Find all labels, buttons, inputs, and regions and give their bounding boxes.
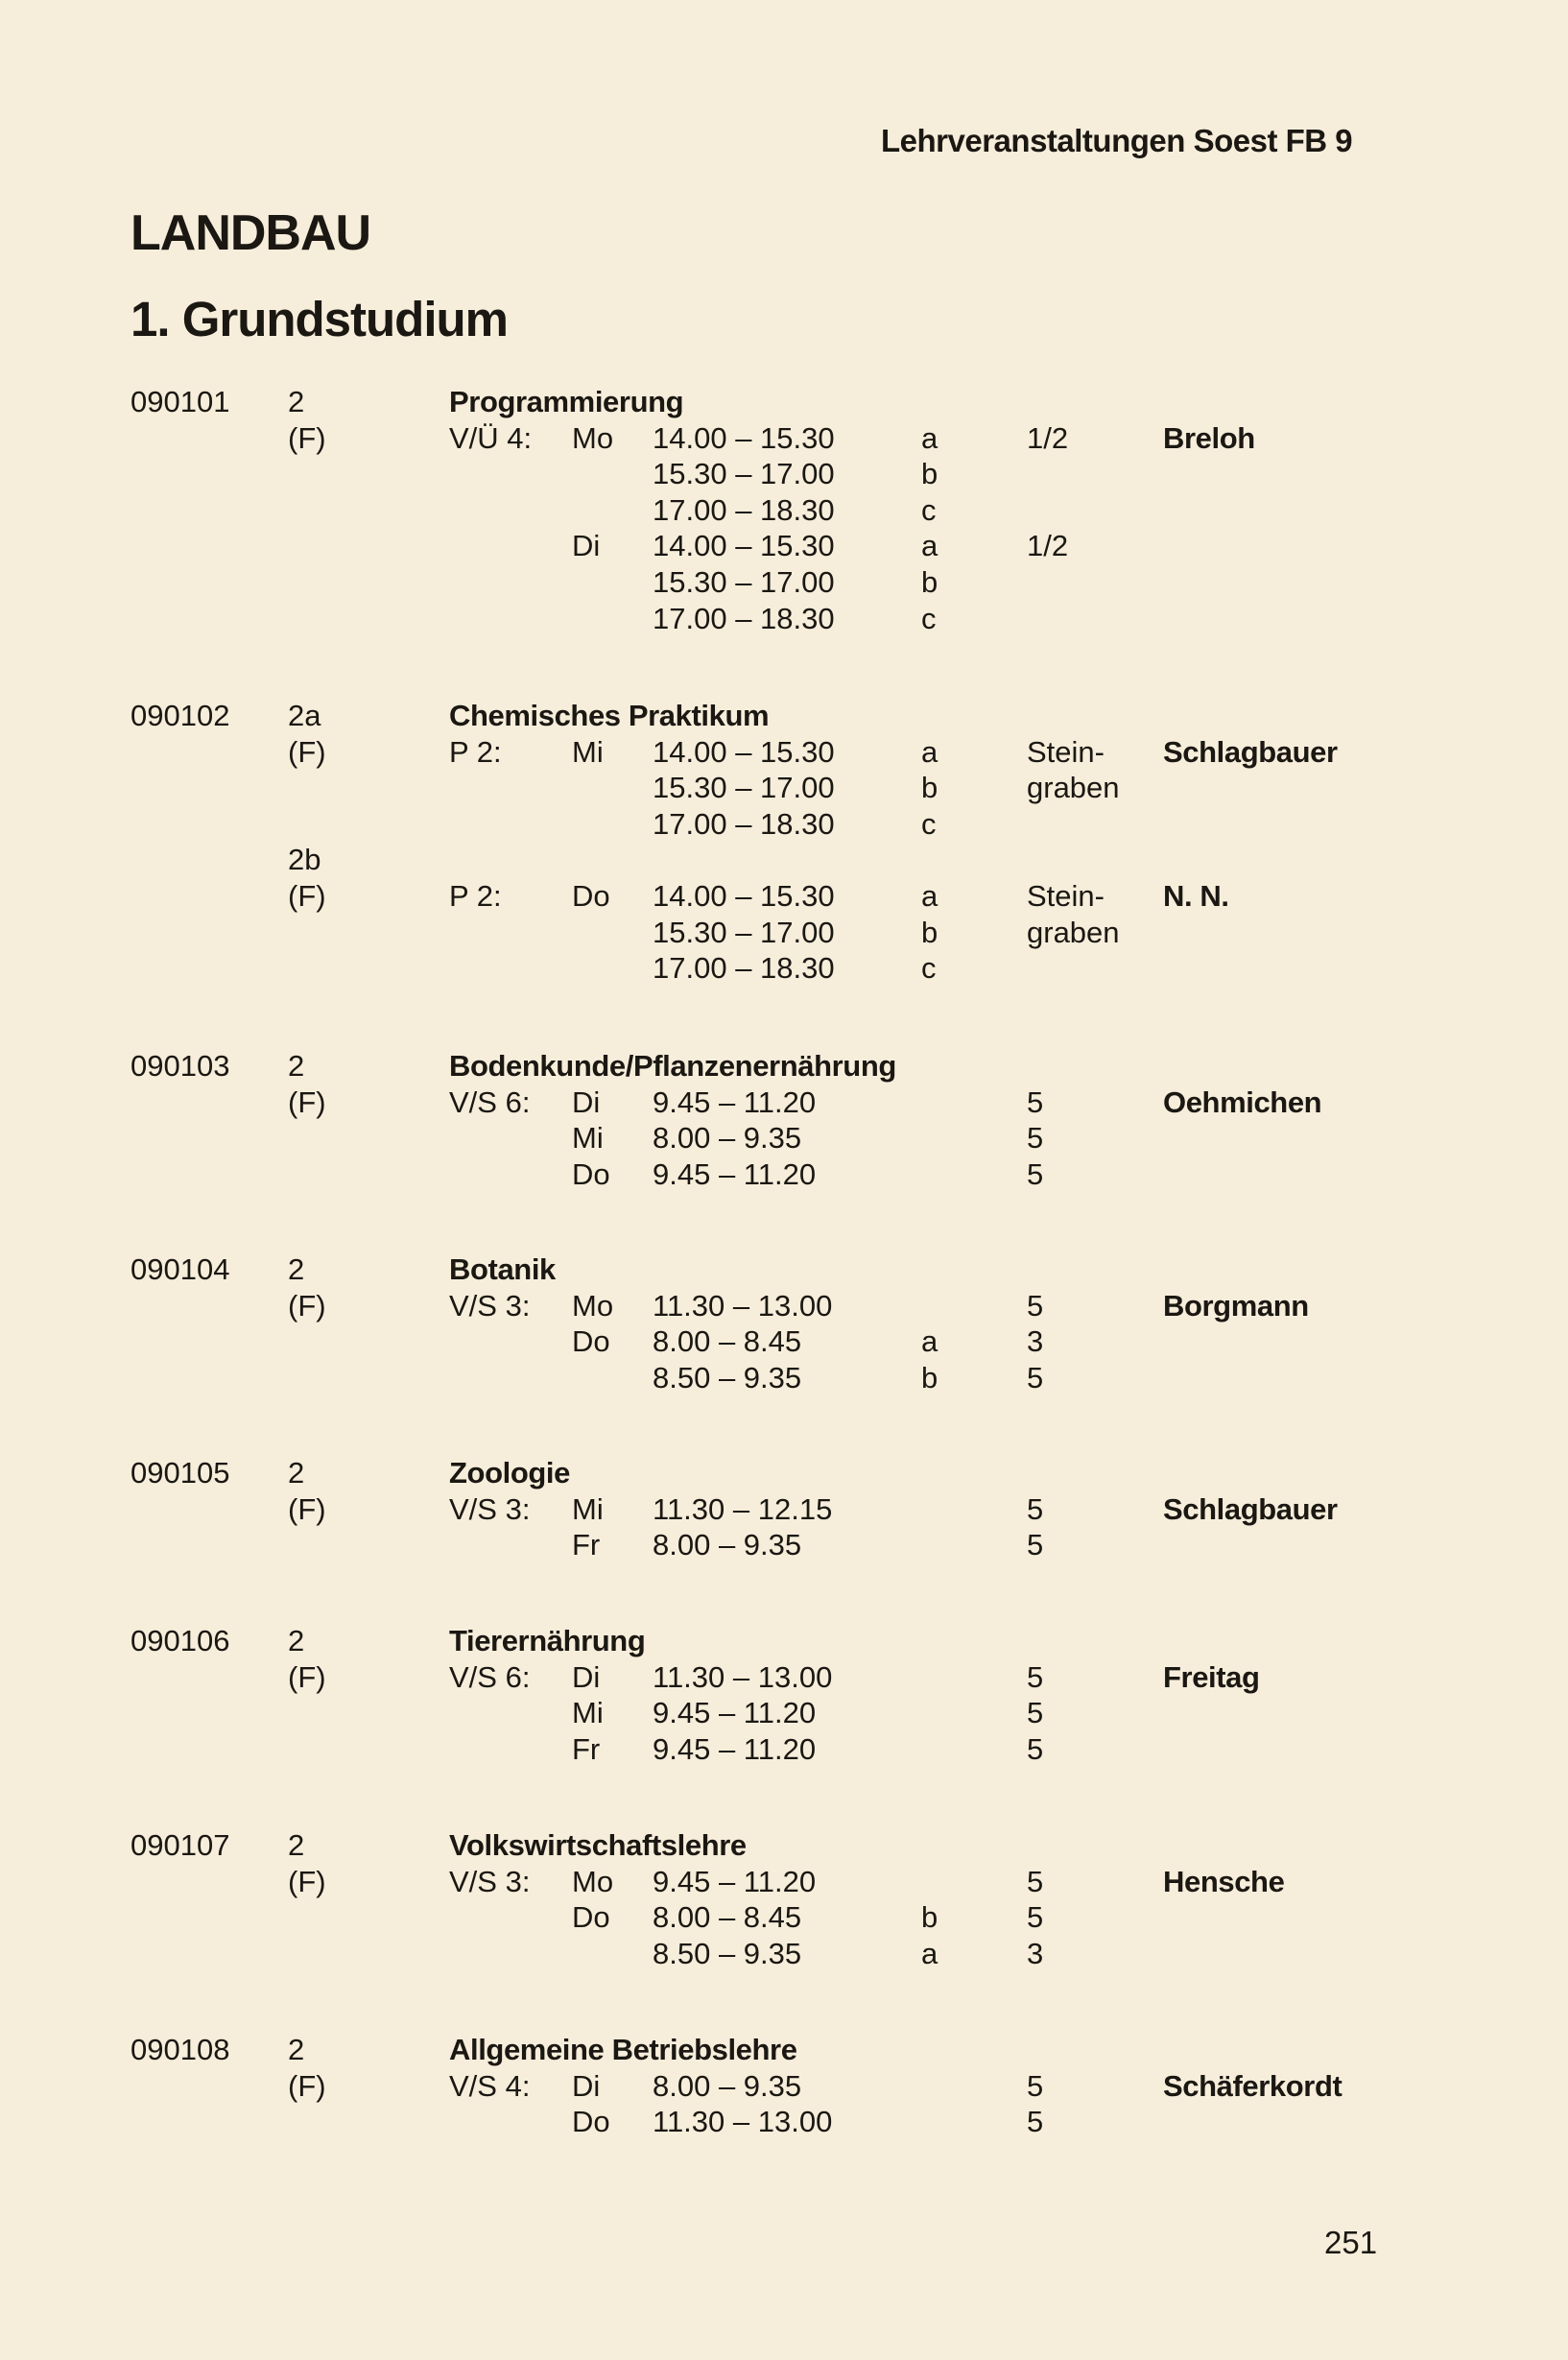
group-letter: a	[921, 878, 938, 913]
time-slot: 11.30 – 12.15	[653, 1491, 833, 1526]
course-number: 090105	[131, 1456, 230, 1490]
time-slot: 14.00 – 15.30	[653, 420, 835, 455]
schedule-row	[0, 1936, 1568, 1972]
room: 5	[1027, 2068, 1044, 2103]
semester-label: (F)	[288, 1085, 326, 1119]
weekday: Mo	[572, 420, 614, 455]
room: 5	[1027, 1085, 1044, 1119]
schedule-row	[0, 2068, 1568, 2105]
lecturer-name: Hensche	[1163, 1864, 1285, 1898]
weekday: Di	[572, 2068, 601, 2103]
room: Stein-	[1027, 878, 1105, 913]
weekday: Mi	[572, 1121, 604, 1156]
room: 5	[1027, 1288, 1044, 1323]
lecturer-name: N. N.	[1163, 878, 1229, 913]
room: graben	[1027, 771, 1120, 805]
schedule-row	[0, 1527, 1568, 1563]
group-letter: c	[921, 601, 937, 635]
room: 5	[1027, 1156, 1044, 1191]
schedule-row	[0, 806, 1568, 843]
course-type: V/S 6:	[449, 1085, 531, 1119]
course-type: V/S 6:	[449, 1659, 531, 1694]
weekday: Mo	[572, 1864, 614, 1898]
time-slot: 14.00 – 15.30	[653, 878, 835, 913]
time-slot: 15.30 – 17.00	[653, 564, 835, 599]
weekday: Mo	[572, 1288, 614, 1323]
room: Stein-	[1027, 734, 1105, 769]
time-slot: 17.00 – 18.30	[653, 492, 835, 527]
running-header: Lehrveranstaltungen Soest FB 9	[881, 123, 1353, 158]
schedule-row	[0, 456, 1568, 492]
course-title: Zoologie	[449, 1456, 570, 1490]
room: 5	[1027, 1528, 1044, 1562]
course-number: 090108	[131, 2033, 230, 2066]
group-letter: b	[921, 1360, 938, 1395]
lecturer-name: Schlagbauer	[1163, 1491, 1338, 1526]
course-entry	[0, 1827, 1568, 1971]
group-letter: b	[921, 771, 938, 805]
course-type: V/S 3:	[449, 1491, 531, 1526]
schedule-row	[0, 564, 1568, 601]
time-slot: 14.00 – 15.30	[653, 734, 835, 769]
group-letter: a	[921, 420, 938, 455]
schedule-row	[0, 1120, 1568, 1156]
group-letter: b	[921, 457, 938, 491]
section-title: LANDBAU	[131, 205, 371, 261]
time-slot: 9.45 – 11.20	[653, 1156, 817, 1191]
course-header-row	[0, 2032, 1568, 2068]
course-type: V/S 3:	[449, 1864, 531, 1898]
weekday: Mi	[572, 734, 604, 769]
group-letter: a	[921, 529, 938, 563]
lecturer-name: Freitag	[1163, 1659, 1260, 1694]
schedule-row	[0, 1288, 1568, 1324]
schedule-row	[0, 1659, 1568, 1696]
room: 5	[1027, 1659, 1044, 1694]
semester-label: 2b	[288, 843, 321, 877]
course-title: Chemisches Praktikum	[449, 699, 770, 732]
course-type: P 2:	[449, 878, 502, 913]
schedule-row	[0, 1731, 1568, 1768]
course-entry	[0, 1455, 1568, 1563]
schedule-row	[0, 1899, 1568, 1936]
schedule-row	[0, 1085, 1568, 1121]
semester: 2a	[288, 699, 321, 732]
course-type: V/S 3:	[449, 1288, 531, 1323]
semester-label: (F)	[288, 2068, 326, 2103]
schedule-row	[0, 1491, 1568, 1528]
course-entry	[0, 2032, 1568, 2140]
course-type: P 2:	[449, 734, 502, 769]
lecturer-name: Schlagbauer	[1163, 734, 1338, 769]
semester-label: (F)	[288, 1491, 326, 1526]
schedule-row	[0, 950, 1568, 987]
semester-label: (F)	[288, 420, 326, 455]
semester-label: (F)	[288, 878, 326, 913]
time-slot: 8.00 – 8.45	[653, 1900, 802, 1935]
weekday: Di	[572, 1659, 601, 1694]
time-slot: 14.00 – 15.30	[653, 529, 835, 563]
time-slot: 8.00 – 9.35	[653, 1528, 802, 1562]
weekday: Fr	[572, 1731, 601, 1766]
group-letter: b	[921, 564, 938, 599]
group-letter: a	[921, 1324, 938, 1359]
weekday: Do	[572, 2105, 610, 2139]
schedule-row	[0, 420, 1568, 457]
room: 3	[1027, 1936, 1044, 1970]
semester: 2	[288, 1828, 305, 1862]
room: 5	[1027, 1696, 1044, 1730]
schedule-row	[0, 878, 1568, 915]
room: 5	[1027, 1121, 1044, 1156]
course-title: Tierernährung	[449, 1624, 646, 1657]
weekday: Fr	[572, 1528, 601, 1562]
lecturer-name: Schäferkordt	[1163, 2068, 1342, 2103]
course-header-row	[0, 1455, 1568, 1491]
course-type: V/Ü 4:	[449, 420, 533, 455]
semester: 2	[288, 2033, 305, 2066]
lecturer-name: Breloh	[1163, 420, 1255, 455]
course-number: 090104	[131, 1252, 230, 1286]
page-number: 251	[1324, 2225, 1378, 2260]
group-letter: b	[921, 1900, 938, 1935]
time-slot: 17.00 – 18.30	[653, 601, 835, 635]
schedule-row	[0, 842, 1568, 878]
course-header-row	[0, 698, 1568, 734]
course-title: Volkswirtschaftslehre	[449, 1828, 747, 1862]
schedule-row	[0, 734, 1568, 771]
course-title: Programmierung	[449, 385, 684, 418]
semester: 2	[288, 1456, 305, 1490]
semester-label: (F)	[288, 1659, 326, 1694]
schedule-row	[0, 1323, 1568, 1360]
course-number: 090101	[131, 385, 230, 418]
time-slot: 17.00 – 18.30	[653, 951, 835, 986]
course-title: Botanik	[449, 1252, 556, 1286]
time-slot: 9.45 – 11.20	[653, 1085, 817, 1119]
course-header-row	[0, 1048, 1568, 1085]
room: 5	[1027, 1360, 1044, 1395]
course-number: 090103	[131, 1049, 230, 1083]
time-slot: 8.00 – 9.35	[653, 1121, 802, 1156]
time-slot: 9.45 – 11.20	[653, 1731, 817, 1766]
room: graben	[1027, 915, 1120, 949]
room: 3	[1027, 1324, 1044, 1359]
schedule-row	[0, 492, 1568, 529]
course-header-row	[0, 1827, 1568, 1864]
course-header-row	[0, 1252, 1568, 1288]
schedule-row	[0, 1864, 1568, 1900]
room: 5	[1027, 1491, 1044, 1526]
time-slot: 9.45 – 11.20	[653, 1696, 817, 1730]
schedule-row	[0, 1156, 1568, 1193]
semester-label: (F)	[288, 1288, 326, 1323]
course-type: V/S 4:	[449, 2068, 531, 2103]
subsection-title: 1. Grundstudium	[131, 292, 508, 346]
course-number: 090106	[131, 1624, 230, 1657]
weekday: Do	[572, 1324, 610, 1359]
course-entry	[0, 1048, 1568, 1192]
group-letter: c	[921, 492, 937, 527]
time-slot: 17.00 – 18.30	[653, 806, 835, 841]
course-header-row	[0, 384, 1568, 420]
room: 5	[1027, 1900, 1044, 1935]
weekday: Mi	[572, 1491, 604, 1526]
weekday: Do	[572, 1156, 610, 1191]
semester: 2	[288, 1624, 305, 1657]
schedule-row	[0, 2104, 1568, 2140]
weekday: Do	[572, 878, 610, 913]
schedule-row	[0, 601, 1568, 637]
time-slot: 15.30 – 17.00	[653, 771, 835, 805]
lecturer-name: Borgmann	[1163, 1288, 1309, 1323]
room: 5	[1027, 1731, 1044, 1766]
group-letter: c	[921, 806, 937, 841]
time-slot: 11.30 – 13.00	[653, 1659, 833, 1694]
schedule-row	[0, 1360, 1568, 1396]
time-slot: 15.30 – 17.00	[653, 915, 835, 949]
time-slot: 11.30 – 13.00	[653, 1288, 833, 1323]
time-slot: 8.50 – 9.35	[653, 1936, 802, 1970]
schedule-row	[0, 915, 1568, 951]
course-title: Allgemeine Betriebslehre	[449, 2033, 797, 2066]
room: 1/2	[1027, 420, 1069, 455]
room: 5	[1027, 2105, 1044, 2139]
course-number: 090107	[131, 1828, 230, 1862]
semester-label: (F)	[288, 1864, 326, 1898]
group-letter: a	[921, 734, 938, 769]
group-letter: b	[921, 915, 938, 949]
weekday: Mi	[572, 1696, 604, 1730]
semester-label: (F)	[288, 734, 326, 769]
room: 1/2	[1027, 529, 1069, 563]
time-slot: 9.45 – 11.20	[653, 1864, 817, 1898]
schedule-row	[0, 770, 1568, 806]
course-header-row	[0, 1623, 1568, 1659]
course-entry	[0, 1623, 1568, 1767]
semester: 2	[288, 385, 305, 418]
time-slot: 11.30 – 13.00	[653, 2105, 833, 2139]
group-letter: a	[921, 1936, 938, 1970]
room: 5	[1027, 1864, 1044, 1898]
weekday: Di	[572, 1085, 601, 1119]
schedule-row	[0, 1695, 1568, 1731]
time-slot: 15.30 – 17.00	[653, 457, 835, 491]
course-entry	[0, 384, 1568, 636]
semester: 2	[288, 1049, 305, 1083]
course-title: Bodenkunde/Pflanzenernährung	[449, 1049, 896, 1083]
time-slot: 8.50 – 9.35	[653, 1360, 802, 1395]
group-letter: c	[921, 951, 937, 986]
course-entry	[0, 698, 1568, 987]
time-slot: 8.00 – 8.45	[653, 1324, 802, 1359]
weekday: Di	[572, 529, 601, 563]
lecturer-name: Oehmichen	[1163, 1085, 1322, 1119]
course-number: 090102	[131, 699, 230, 732]
schedule-row	[0, 528, 1568, 564]
semester: 2	[288, 1252, 305, 1286]
time-slot: 8.00 – 9.35	[653, 2068, 802, 2103]
weekday: Do	[572, 1900, 610, 1935]
course-entry	[0, 1252, 1568, 1395]
